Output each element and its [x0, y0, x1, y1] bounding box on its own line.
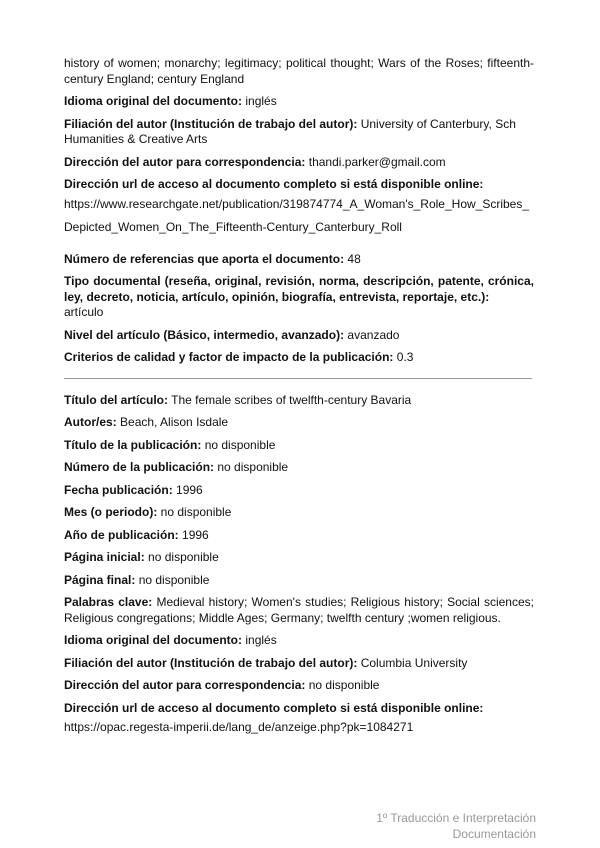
field-fecha	[64, 483, 534, 499]
url-link-line1[interactable]: https://opac.regesta-imperii.de/lang_de/anzeige.php?pk=1084271	[64, 720, 414, 734]
field-tipo	[64, 274, 534, 321]
field-value: Medieval history; Women's studies; Religious history; Social sciences; Religious congregations; Middle Ages; Germany; twelfth century ;women religious.	[64, 595, 534, 625]
field-value: no disponible	[160, 505, 232, 519]
field-label: Idioma original del documento:	[64, 94, 243, 108]
field-label: Filiación del autor (Institución de trabajo del autor):	[64, 655, 358, 670]
field-referencias	[64, 252, 534, 268]
field-value: no disponible	[308, 678, 380, 692]
url-link-line2[interactable]: Depicted_Women_On_The_Fifteenth-Century_Canterbury_Roll	[64, 219, 402, 234]
field-label: Título del artículo:	[64, 392, 168, 407]
field-titulo-publicacion	[64, 438, 534, 454]
field-label: Número de referencias que aporta el documento:	[64, 251, 345, 266]
field-value: avanzado	[347, 327, 400, 342]
field-criterios	[64, 350, 534, 366]
field-label: Fecha publicación:	[64, 482, 173, 497]
document-page	[64, 56, 534, 746]
field-direccion-2	[64, 678, 534, 694]
field-pagina-final	[64, 573, 534, 589]
field-label: Página inicial:	[64, 550, 145, 564]
field-numero-publicacion	[64, 460, 534, 476]
field-filiacion-2	[64, 656, 534, 672]
field-value: 0.3	[396, 350, 414, 364]
page-footer	[376, 810, 536, 842]
field-idioma	[64, 94, 534, 110]
keywords-continuation	[64, 56, 534, 87]
field-label: Página final:	[64, 572, 136, 587]
field-value: artículo	[64, 305, 104, 319]
field-value: no disponible	[204, 437, 276, 452]
field-label: Dirección url de acceso al documento completo si está disponible online:	[64, 177, 484, 191]
field-value: no disponible	[148, 550, 219, 564]
field-label: Nivel del artículo (Básico, intermedio, avanzado):	[64, 327, 345, 342]
field-label: Número de la publicación:	[64, 460, 215, 474]
field-label: Autor/es:	[64, 415, 117, 429]
field-label: Título de la publicación:	[64, 437, 202, 452]
field-pagina-inicial	[64, 550, 534, 566]
field-value: 48	[347, 251, 361, 266]
field-label: Tipo documental (reseña, original, revisión, norma, descripción, patente, crónica, ley, decreto, noticia, artículo, opinión, biografía, entrevista, reportaje, etc.):	[64, 274, 534, 304]
footer-subject: Documentación	[452, 827, 536, 841]
field-idioma-2	[64, 633, 534, 649]
field-mes	[64, 505, 534, 521]
field-direccion	[64, 155, 534, 171]
field-palabras-clave	[64, 595, 534, 626]
url-link-line1[interactable]: https://www.researchgate.net/publication/319874774_A_Woman's_Role_How_Scribes_	[64, 196, 530, 211]
field-label: Idioma original del documento:	[64, 633, 243, 647]
field-label: Criterios de calidad y factor de impacto de la publicación:	[64, 350, 394, 364]
field-url	[64, 177, 534, 239]
field-value: The female scribes of twelfth-century Bavaria	[171, 392, 412, 407]
field-label: Dirección del autor para correspondencia:	[64, 154, 306, 169]
field-filiacion	[64, 117, 534, 148]
footer-course: 1º Traducción e Interpretación	[376, 811, 536, 825]
field-url-2	[64, 701, 534, 740]
field-label: Año de publicación:	[64, 527, 179, 542]
field-titulo	[64, 393, 534, 409]
field-value: 1996	[176, 482, 203, 497]
field-value: thandi.parker@gmail.com	[308, 154, 446, 169]
field-label: Dirección url de acceso al documento completo si está disponible online:	[64, 700, 484, 715]
field-value: no disponible	[138, 572, 210, 587]
field-autor	[64, 415, 534, 431]
field-value: University of Canterbury, Sch Humanities & Creative Arts	[64, 116, 516, 146]
field-value: no disponible	[217, 460, 289, 474]
field-label: Palabras clave:	[64, 595, 153, 609]
keywords-text: history of women; monarchy; legitimacy; political thought; Wars of the Roses; fifteenth-century England; century England	[64, 56, 534, 86]
record-divider	[64, 378, 532, 379]
field-value: Columbia University	[360, 655, 468, 670]
field-label: Dirección del autor para correspondencia:	[64, 678, 306, 692]
field-label: Mes (o periodo):	[64, 505, 158, 519]
field-value: inglés	[245, 94, 277, 108]
field-value: Beach, Alison Isdale	[120, 415, 229, 429]
field-nivel	[64, 328, 534, 344]
field-value: inglés	[245, 633, 277, 647]
field-label: Filiación del autor (Institución de trabajo del autor):	[64, 116, 358, 131]
field-value: 1996	[182, 527, 209, 542]
field-anio	[64, 528, 534, 544]
